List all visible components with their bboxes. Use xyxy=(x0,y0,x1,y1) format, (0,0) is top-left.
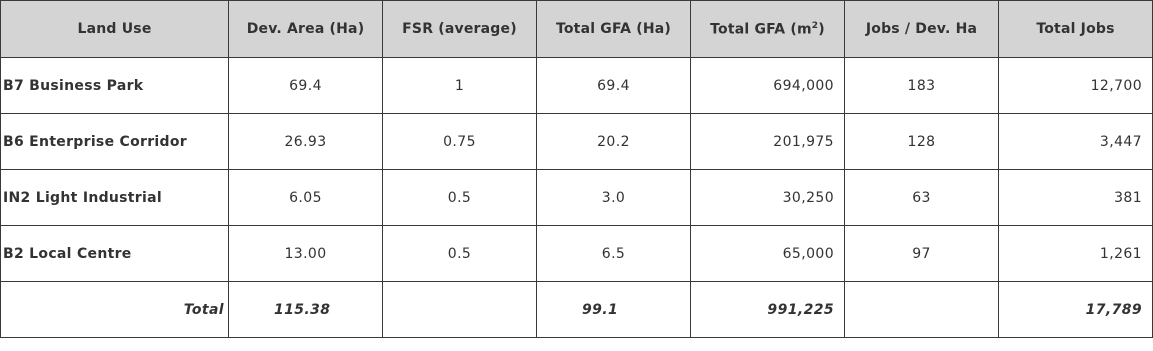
total-gfa-m2: 991,225 xyxy=(691,282,845,338)
total-row xyxy=(1,282,1153,338)
total-label: Total xyxy=(1,282,229,338)
land-use-cell: B2 Local Centre xyxy=(1,226,229,282)
fsr-cell: 0.5 xyxy=(383,226,537,282)
header-dev-area: Dev. Area (Ha) xyxy=(229,1,383,58)
header-row xyxy=(1,1,1153,58)
header-gfa-m2-prefix: Total GFA (m xyxy=(710,21,812,38)
table-body xyxy=(1,58,1153,338)
total-jobs-cell: 3,447 xyxy=(999,114,1153,170)
fsr-cell: 0.75 xyxy=(383,114,537,170)
total-jobs-sum: 17,789 xyxy=(999,282,1153,338)
header-gfa-m2-superscript: 2 xyxy=(811,20,819,31)
total-jobs-cell: 12,700 xyxy=(999,58,1153,114)
table-row xyxy=(1,58,1153,114)
header-fsr: FSR (average) xyxy=(383,1,537,58)
dev-area-cell: 26.93 xyxy=(229,114,383,170)
gfa-ha-cell: 6.5 xyxy=(537,226,691,282)
total-gfa-ha: 99.1 xyxy=(537,282,691,338)
table-row xyxy=(1,114,1153,170)
dev-area-cell: 13.00 xyxy=(229,226,383,282)
jobs-per-ha-cell: 183 xyxy=(845,58,999,114)
header-land-use: Land Use xyxy=(1,1,229,58)
table-row xyxy=(1,226,1153,282)
gfa-m2-cell: 201,975 xyxy=(691,114,845,170)
jobs-per-ha-cell: 63 xyxy=(845,170,999,226)
total-dev-area: 115.38 xyxy=(229,282,383,338)
land-use-cell: IN2 Light Industrial xyxy=(1,170,229,226)
total-jobs-cell: 1,261 xyxy=(999,226,1153,282)
gfa-ha-cell: 20.2 xyxy=(537,114,691,170)
header-gfa-m2-suffix: ) xyxy=(818,21,825,38)
header-jobs-per-ha: Jobs / Dev. Ha xyxy=(845,1,999,58)
dev-area-cell: 6.05 xyxy=(229,170,383,226)
jobs-per-ha-cell: 97 xyxy=(845,226,999,282)
gfa-ha-cell: 69.4 xyxy=(537,58,691,114)
jobs-per-ha-cell: 128 xyxy=(845,114,999,170)
gfa-m2-cell: 30,250 xyxy=(691,170,845,226)
land-use-cell: B7 Business Park xyxy=(1,58,229,114)
header-gfa-ha: Total GFA (Ha) xyxy=(537,1,691,58)
fsr-cell: 1 xyxy=(383,58,537,114)
total-fsr xyxy=(383,282,537,338)
total-jobs-per-ha xyxy=(845,282,999,338)
land-use-cell: B6 Enterprise Corridor xyxy=(1,114,229,170)
header-gfa-m2 xyxy=(691,1,845,58)
gfa-m2-cell: 65,000 xyxy=(691,226,845,282)
table-row xyxy=(1,170,1153,226)
header-total-jobs: Total Jobs xyxy=(999,1,1153,58)
gfa-ha-cell: 3.0 xyxy=(537,170,691,226)
fsr-cell: 0.5 xyxy=(383,170,537,226)
dev-area-cell: 69.4 xyxy=(229,58,383,114)
total-jobs-cell: 381 xyxy=(999,170,1153,226)
table-header xyxy=(1,1,1153,58)
gfa-m2-cell: 694,000 xyxy=(691,58,845,114)
